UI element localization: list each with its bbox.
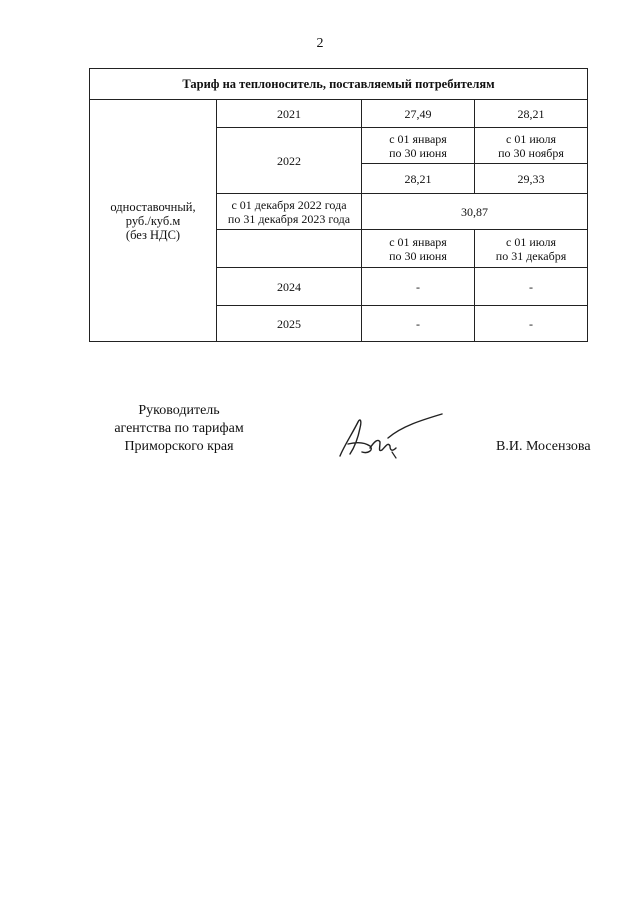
period-cell: 2021 [217, 100, 362, 128]
value-cell: - [475, 306, 588, 342]
value-cell: 27,49 [362, 100, 475, 128]
signer-position-line: Приморского края [124, 439, 234, 454]
period-cell [217, 194, 362, 230]
tariff-table [89, 68, 588, 342]
handwritten-signature [330, 408, 450, 468]
halfyear-cell [362, 128, 475, 164]
table-row [90, 100, 588, 128]
halfyear-line: с 01 января [389, 131, 447, 146]
tariff-type-cell [90, 100, 217, 342]
period-cell: 2022 [217, 128, 362, 194]
tariff-type-line: одноставочный, [110, 199, 196, 214]
halfyear-line: по 30 июня [389, 248, 447, 263]
value-cell: 28,21 [362, 164, 475, 194]
signer-position-line: агентства по тарифам [114, 421, 244, 436]
value-cell: 30,87 [362, 194, 588, 230]
table-title: Тариф на теплоноситель, поставляемый потребителям [90, 69, 588, 100]
halfyear-cell [475, 230, 588, 268]
halfyear-cell [362, 230, 475, 268]
value-cell: 29,33 [475, 164, 588, 194]
halfyear-line: с 01 июля [506, 234, 556, 249]
halfyear-line: с 01 января [389, 234, 447, 249]
tariff-type-line: руб./куб.м [125, 213, 181, 228]
halfyear-cell [475, 128, 588, 164]
signer-position-line: Руководитель [138, 403, 220, 418]
page-number: 2 [316, 36, 324, 51]
signer-name: В.И. Мосензова [496, 439, 591, 454]
period-cell: 2024 [217, 268, 362, 306]
period-line: по 31 декабря 2023 года [227, 211, 351, 226]
period-cell [217, 230, 362, 268]
halfyear-line: с 01 июля [506, 131, 556, 146]
halfyear-line: по 30 июня [389, 145, 447, 160]
value-cell: - [475, 268, 588, 306]
period-cell: 2025 [217, 306, 362, 342]
value-cell: 28,21 [475, 100, 588, 128]
tariff-type-line: (без НДС) [125, 227, 181, 242]
period-line: с 01 декабря 2022 года [231, 197, 347, 212]
value-cell: - [362, 306, 475, 342]
value-cell: - [362, 268, 475, 306]
halfyear-line: по 30 ноября [498, 145, 564, 160]
halfyear-line: по 31 декабря [495, 248, 567, 263]
signer-position [104, 402, 254, 456]
